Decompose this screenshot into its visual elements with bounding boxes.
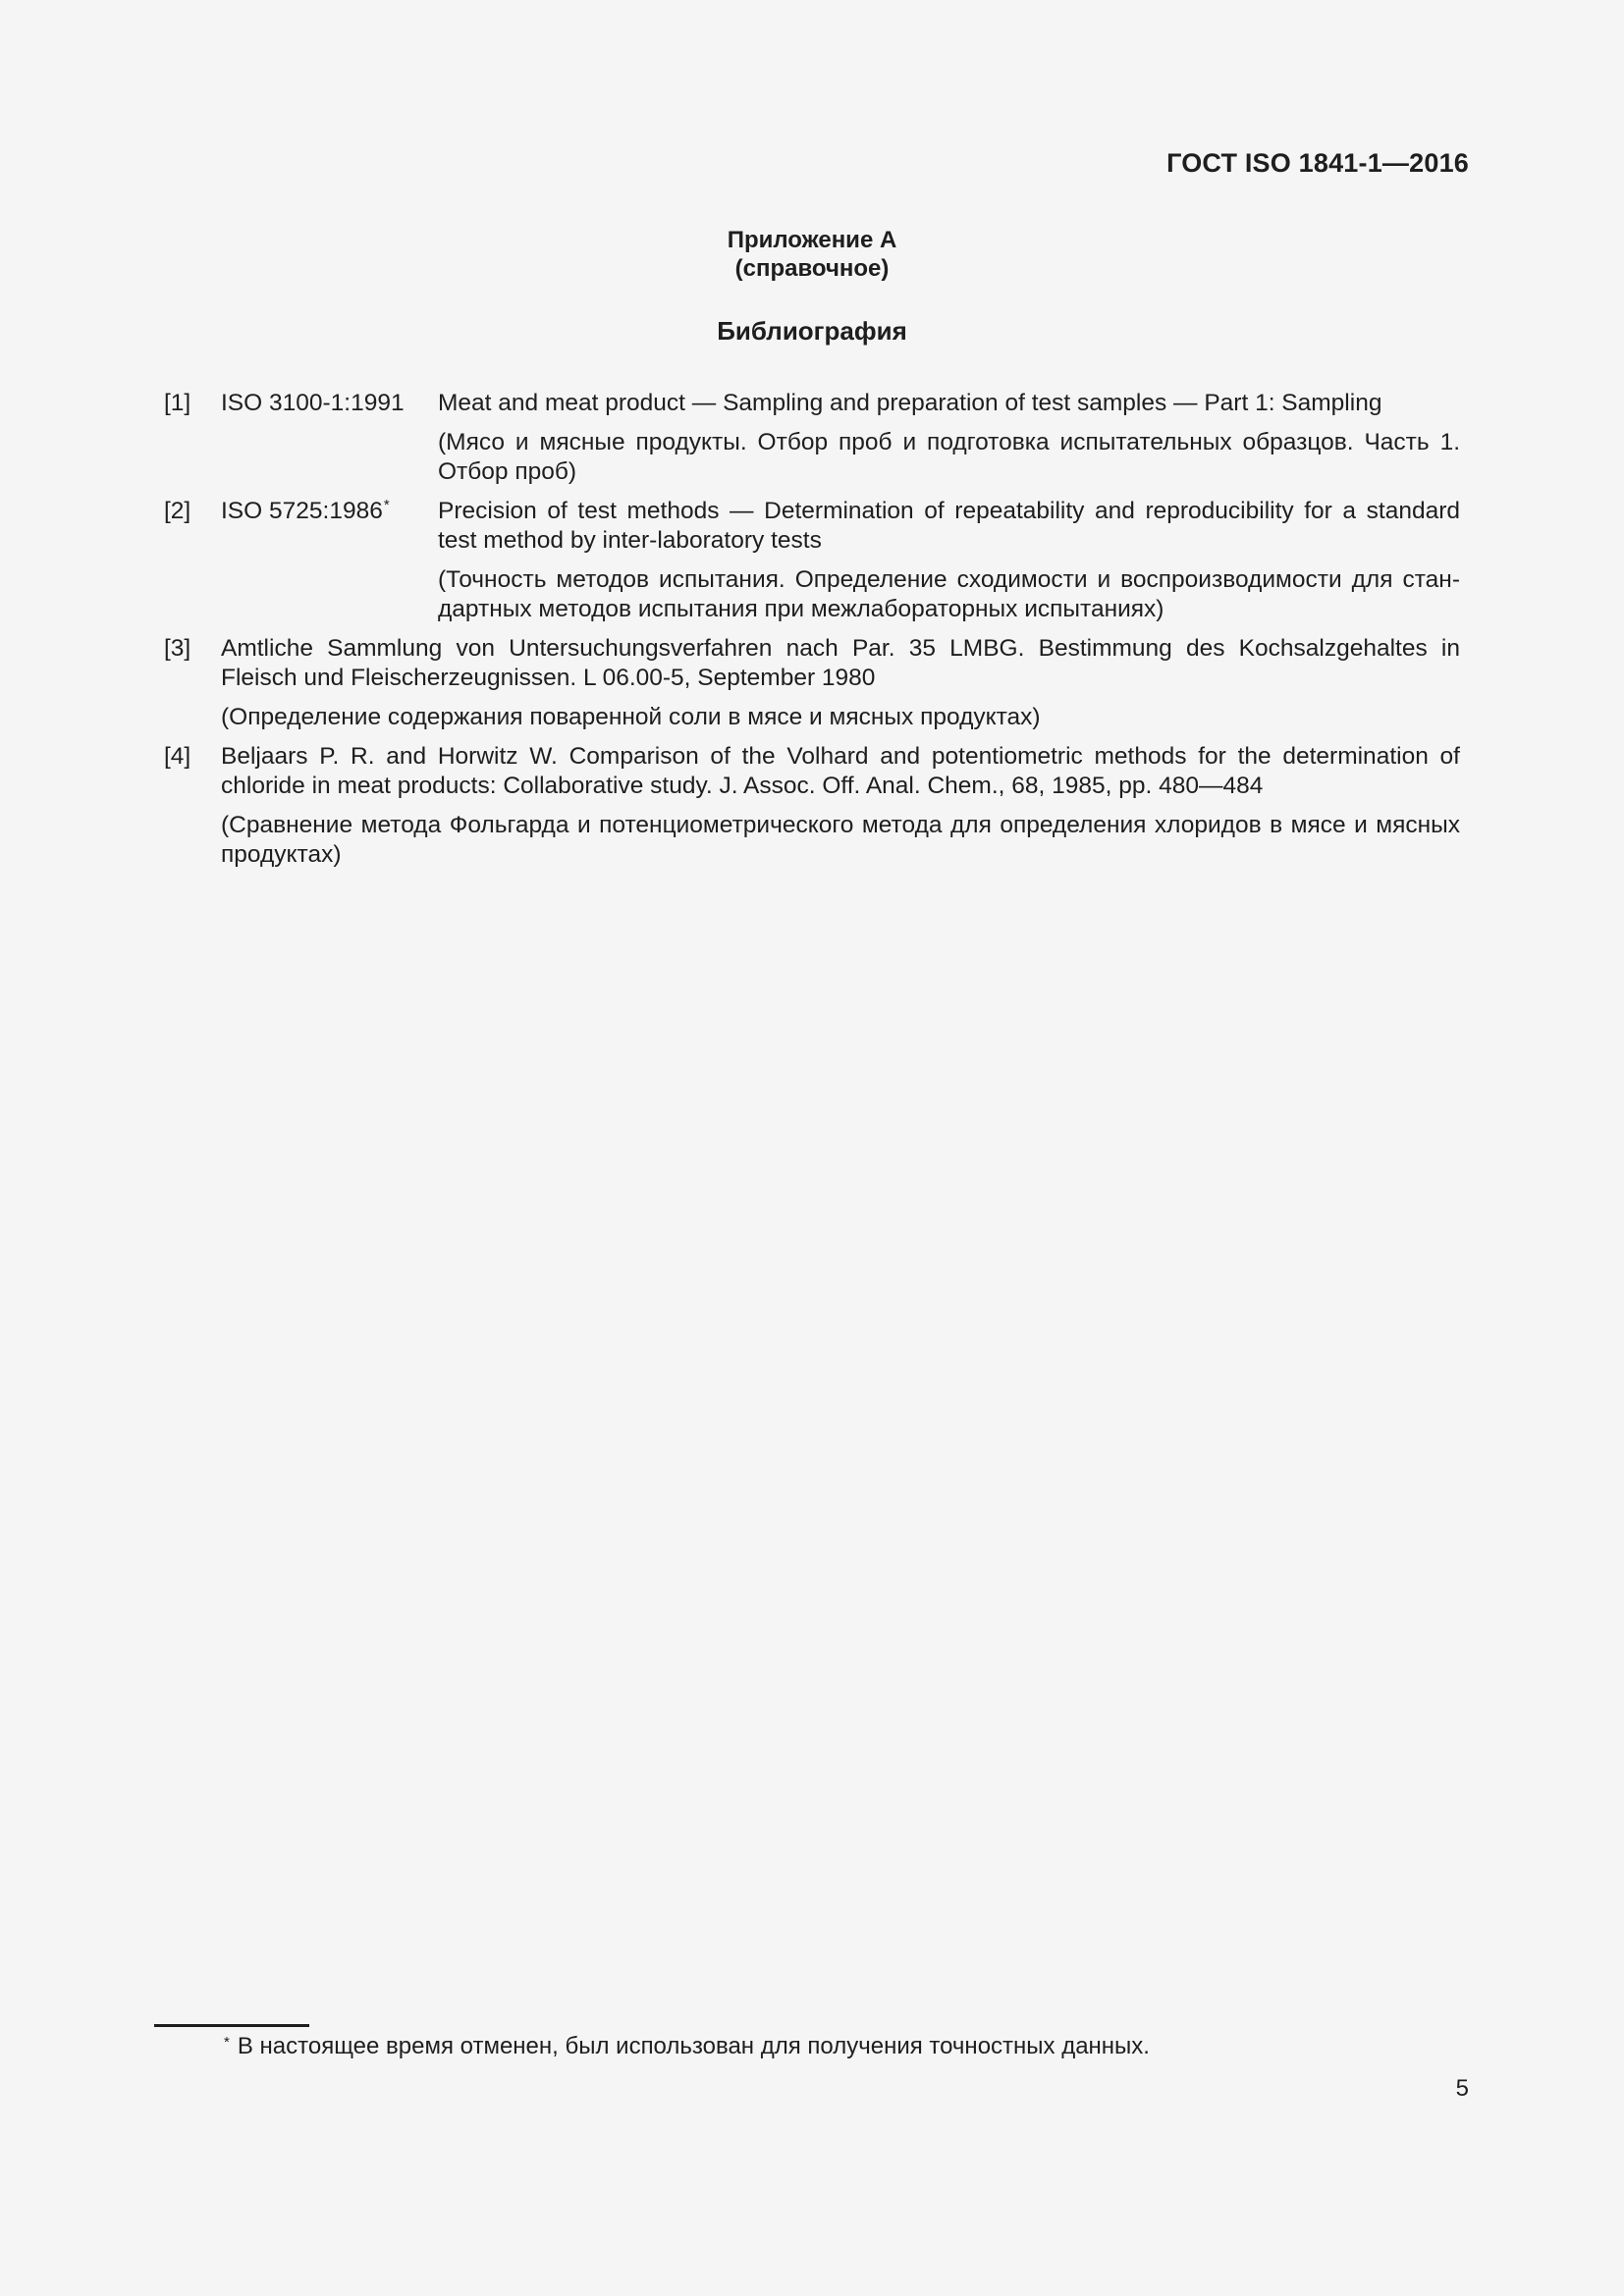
entry-number: [4] — [164, 743, 191, 770]
footnote-mark: * — [224, 2034, 230, 2051]
annex-subtitle: (справочное) — [734, 255, 890, 282]
bibliography-entry-4 — [164, 742, 1460, 870]
entry-body — [221, 634, 1460, 732]
bibliography-title: Библиография — [717, 316, 907, 346]
bibliography-list — [164, 389, 1460, 880]
entry-number: [1] — [164, 390, 191, 416]
entry-standard-code — [221, 497, 390, 526]
entry-number: [2] — [164, 498, 191, 524]
page-number: 5 — [1455, 2075, 1469, 2102]
entry-body — [221, 742, 1460, 870]
entry-original-title: Meat and meat product — Sampling and preparation of test samples — Part 1: Sampling — [438, 390, 1382, 416]
entry-code-text: ISO 5725:1986 — [221, 498, 383, 524]
bibliography-entry-2 — [164, 497, 1460, 624]
entry-code-text: ISO 3100-1:1991 — [221, 390, 405, 416]
entry-original-title: Beljaars P. R. and Horwitz W. Comparison of the Volhard and potentiometric methods for the determination of chloride in meat products: Collaborative study. J. Assoc. Off. Anal. Chem., 68, 1985, pp. 480—484 — [221, 743, 1460, 799]
bibliography-entry-3 — [164, 634, 1460, 732]
document-code-header: ГОСТ ISO 1841-1—2016 — [1166, 148, 1469, 178]
footnote — [224, 2032, 1150, 2061]
entry-body — [438, 389, 1460, 487]
entry-standard-code — [221, 389, 405, 418]
entry-number: [3] — [164, 635, 191, 662]
annex-title: Приложение А — [727, 227, 897, 253]
entry-body — [438, 497, 1460, 624]
footnote-separator — [154, 2024, 309, 2027]
entry-translation: (Точность методов испытания. Определение сходимости и воспроизводимости для стандартных методов испытания при межлабораторных испытаниях) — [438, 566, 1460, 622]
entry-translation: (Мясо и мясные продукты. Отбор проб и подготовка испытательных образцов. Часть 1. Отбор проб) — [438, 429, 1460, 485]
footnote-reference-mark: * — [383, 497, 390, 513]
entry-original-title: Amtliche Sammlung von Untersuchungsverfahren nach Par. 35 LMBG. Bestimmung des Kochsalzgehaltes in Fleisch und Fleischerzeugnissen. L 06.00-5, September 1980 — [221, 635, 1460, 691]
entry-original-title: Precision of test methods — Determination of repeatability and reproducibility for a standard test method by inter-laboratory tests — [438, 498, 1460, 554]
bibliography-entry-1 — [164, 389, 1460, 487]
entry-translation: (Определение содержания поваренной соли в мясе и мясных продуктах) — [221, 704, 1041, 730]
entry-translation: (Сравнение метода Фольгарда и потенциометрического метода для определения хлоридов в мясе и мясных продуктах) — [221, 812, 1460, 868]
footnote-text: В настоящее время отменен, был использован для получения точностных данных. — [237, 2033, 1150, 2059]
annex-heading — [0, 226, 1624, 283]
